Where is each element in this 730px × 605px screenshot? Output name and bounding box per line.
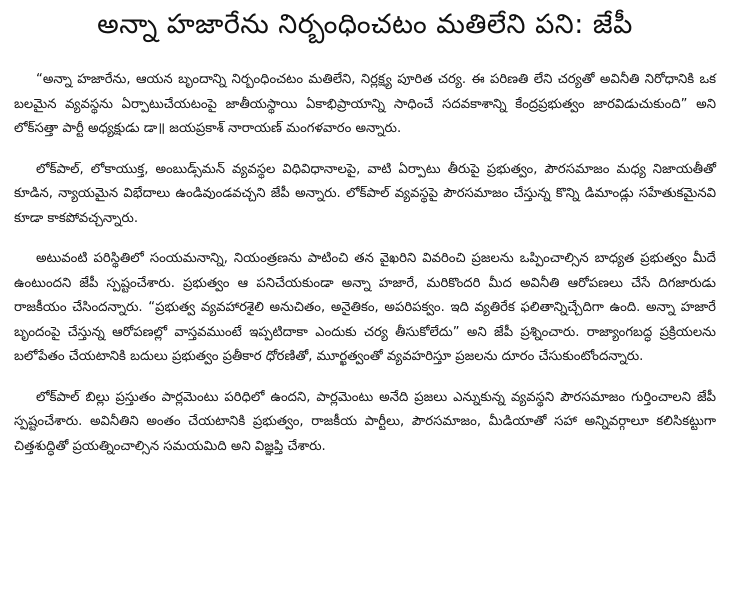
article-paragraph-2: లోక్‌పాల్, లోకాయుక్త, అంబుడ్స్‌మన్ వ్యవస్థల విధివిధానాలపై, వాటి ఏర్పాటు తీరుపై ప్రభుత్వం, పౌరసమాజం మధ్య నిజాయతీతో కూడిన, న్యాయమైన విభేదాలు ఉండివుండవచ్చని జేపీ అన్నారు. లోక్‌పాల్ వ్యవస్థపై పౌరసమాజం చేస్తున్న కొన్ని డిమాండ్లు సహేతుకమైనవి కూడా కాకపోవచ్చన్నారు. <box>14 161 716 226</box>
article-headline: అన్నా హజారేను నిర్బంధించటం మతిలేని పని: జేపీ <box>97 9 633 40</box>
article-paragraph-1: “అన్నా హజారేను, ఆయన బృందాన్ని నిర్బంధించటం మతిలేని, నిర్లక్ష్య పూరిత చర్య. ఈ పరిణతి లేని చర్యతో అవినీతి నిరోధానికి ఒక బలమైన వ్యవస్థను ఏర్పాటుచేయటంపై జాతీయస్థాయి ఏకాభిప్రాయాన్ని సాధించే సదవకాశాన్ని కేంద్రప్రభుత్వం జారవిడుచుకుంది” అని లోక్‌సత్తా పార్టీ అధ్యక్షుడు డా॥ జయప్రకాశ్ నారాయణ్ మంగళవారం అన్నారు. <box>14 72 716 136</box>
article-paragraph-4: లోక్‌పాల్ బిల్లు ప్రస్తుతం పార్లమెంటు పరిధిలో ఉందని, పార్లమెంటు అనేది ప్రజలు ఎన్నుకున్న వ్యవస్థని పౌరసమాజం గుర్తించాలని జేపీ స్పష్టంచేశారు. అవినీతిని అంతం చేయటానికి ప్రభుత్వం, రాజకీయ పార్టీలు, పౌరసమాజం, మీడియాతో సహా అన్నివర్గాలూ కలిసికట్టుగా చిత్తశుద్ధితో ప్రయత్నించాల్సిన సమయమిది అని విజ్ఞప్తి చేశారు. <box>14 389 716 454</box>
article-paragraph-3: అటువంటి పరిస్థితిలో సంయమనాన్ని, నియంత్రణను పాటించి తన వైఖరిని వివరించి ప్రజలను ఒప్పించాల్సిన బాధ్యత ప్రభుత్వం మీదే ఉంటుందని జేపీ స్పష్టంచేశారు. ప్రభుత్వం ఆ పనిచేయకుండా అన్నా హజారే, మరికొందరి మీద అవినీతి ఆరోపణలు చేసే దిగజారుడు రాజకీయం చేసిందన్నారు. “ప్రభుత్వ వ్యవహారశైలి అనుచితం, అనైతికం, అపరిపక్వం. ఇది వ్యతిరేక ఫలితాన్నిచ్చేదిగా ఉంది. అన్నా హజారే బృందంపై చేస్తున్న ఆరోపణల్లో వాస్తవముంటే ఇప్పటిదాకా ఎందుకు చర్య తీసుకోలేదు” అని జేపీ ప్రశ్నించారు. రాజ్యాంగబద్ధ ప్రక్రియలను బలోపేతం చేయటానికి బదులు ప్రభుత్వం ప్రతీకార ధోరణితో, మూర్ఖత్వంతో వ్యవహరిస్తూ ప్రజలను దూరం చేసుకుంటోందన్నారు. <box>14 251 716 364</box>
